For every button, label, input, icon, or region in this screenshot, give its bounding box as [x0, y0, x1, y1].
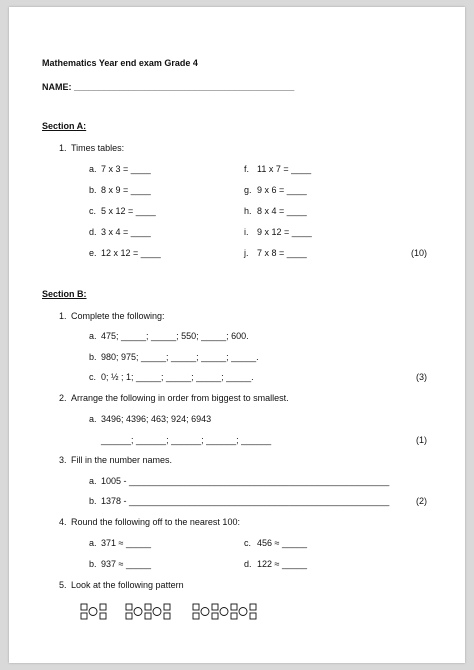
times-table-item: 9 x 12 = ____ [257, 227, 312, 237]
times-table-item: 11 x 7 = ____ [257, 164, 312, 174]
worksheet-title: Mathematics Year end exam Grade 4 [42, 58, 198, 68]
times-table-item: 7 x 3 = ____ [101, 164, 151, 174]
marks-label: (10) [411, 248, 428, 258]
section-b-heading: Section B: [42, 289, 87, 299]
sequence-item: 475; _____; _____; 550; _____; 600. [101, 331, 249, 341]
section-a-heading: Section A: [42, 121, 87, 131]
ordering-answer-blanks: ______; ______; ______; ______; ______ [101, 435, 272, 445]
times-table-item: 7 x 8 = ____ [257, 248, 307, 258]
times-table-item: 3 x 4 = ____ [101, 227, 151, 237]
item-letter: b. [89, 496, 97, 506]
item-letter: c. [244, 538, 252, 548]
sequence-item: 980; 975; _____; _____; _____; _____. [101, 352, 259, 362]
shape-pattern-figure [79, 603, 279, 621]
question-text: Look at the following pattern [71, 580, 184, 590]
marks-label: (3) [416, 372, 427, 382]
item-letter: d. [89, 227, 97, 237]
rounding-item: 937 ≈ _____ [101, 559, 151, 569]
question-number: 5. [59, 580, 67, 590]
times-table-item: 9 x 6 = ____ [257, 185, 307, 195]
times-table-item: 5 x 12 = ____ [101, 206, 156, 216]
question-text: Times tables: [71, 143, 125, 153]
item-letter: c. [89, 372, 97, 382]
item-letter: i. [244, 227, 249, 237]
times-table-item: 12 x 12 = ____ [101, 248, 161, 258]
question-number: 4. [59, 517, 67, 527]
item-letter: h. [244, 206, 252, 216]
number-name-item: 1378 - ____________________________________________________ [101, 496, 390, 506]
question-number: 3. [59, 455, 67, 465]
ordering-numbers: 3496; 4396; 463; 924; 6943 [101, 414, 212, 424]
pattern-group-2 [126, 604, 170, 619]
question-number: 1. [59, 311, 67, 321]
worksheet-page [9, 7, 465, 663]
name-field-label: NAME: ____________________________________________ [42, 82, 295, 92]
item-letter: a. [89, 476, 97, 486]
question-text: Complete the following: [71, 311, 165, 321]
item-letter: f. [244, 164, 250, 174]
number-name-item: 1005 - ____________________________________________________ [101, 476, 390, 486]
question-text: Fill in the number names. [71, 455, 173, 465]
rounding-item: 371 ≈ _____ [101, 538, 151, 548]
marks-label: (2) [416, 496, 427, 506]
question-number: 2. [59, 393, 67, 403]
item-letter: a. [89, 331, 97, 341]
question-number: 1. [59, 143, 67, 153]
item-letter: a. [89, 164, 97, 174]
sequence-item: 0; ½ ; 1; _____; _____; _____; _____. [101, 372, 254, 382]
item-letter: j. [244, 248, 249, 258]
item-letter: e. [89, 248, 97, 258]
pattern-group-1 [81, 604, 106, 619]
pattern-group-3 [193, 604, 256, 619]
marks-label: (1) [416, 435, 427, 445]
item-letter: a. [89, 538, 97, 548]
question-text: Round the following off to the nearest 100: [71, 517, 240, 527]
item-letter: b. [89, 185, 97, 195]
rounding-item: 456 ≈ _____ [257, 538, 307, 548]
times-table-item: 8 x 9 = ____ [101, 185, 151, 195]
times-table-item: 8 x 4 = ____ [257, 206, 307, 216]
item-letter: g. [244, 185, 252, 195]
rounding-item: 122 ≈ _____ [257, 559, 307, 569]
item-letter: c. [89, 206, 97, 216]
item-letter: d. [244, 559, 252, 569]
item-letter: a. [89, 414, 97, 424]
question-text: Arrange the following in order from biggest to smallest. [71, 393, 289, 403]
item-letter: b. [89, 352, 97, 362]
item-letter: b. [89, 559, 97, 569]
